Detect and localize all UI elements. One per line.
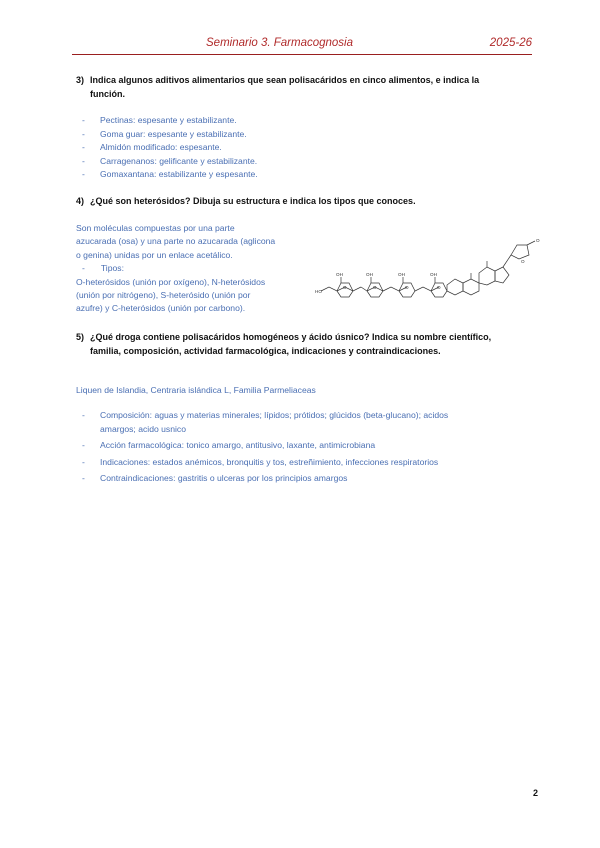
svg-text:OH: OH xyxy=(336,272,343,277)
list-item: - Almidón modificado: espesante. xyxy=(82,142,222,153)
svg-text:O: O xyxy=(437,285,441,290)
list-item: - Goma guar: espesante y estabilizante. xyxy=(82,128,247,139)
question-4-number: 4) xyxy=(76,196,85,206)
page-number: 2 xyxy=(532,788,538,798)
list-item: - Pectinas: espesante y estabilizante. xyxy=(82,115,237,125)
question-3-number: 3) xyxy=(76,75,85,85)
question-4-answer: Son moléculas compuestas por una parte azucarada (osa) y una parte no azucarada (aglicona o genina) unidas por un enlace acetálico. - Tipos: O-heterósidos (unión por oxígeno), N-heterósidos (unión por nitrógeno), S-heterósido (unión por azufre) y C-heterósidos (unión por carbono). xyxy=(76,222,316,316)
question-3-answer-list xyxy=(82,114,258,182)
question-5 xyxy=(76,330,491,358)
question-4 xyxy=(76,194,416,208)
header-divider xyxy=(72,54,532,55)
list-item: - Carragenanos: gelificante y estabilizante. xyxy=(82,155,258,166)
question-3 xyxy=(76,73,479,101)
svg-text:OH: OH xyxy=(366,272,373,277)
question-5-answer-list xyxy=(82,409,532,489)
svg-text:O: O xyxy=(521,259,525,264)
question-5-number: 5) xyxy=(76,332,85,342)
svg-text:O: O xyxy=(343,285,347,290)
question-5-text-line2: familia, composición, actividad farmacológica, indicaciones y contraindicaciones. xyxy=(90,346,441,356)
list-item: - Composición: aguas y materias minerales; lípidos; prótidos; glúcidos (beta-glucano); acidos amargos; acido usnico xyxy=(82,410,449,434)
header-title: Seminario 3. Farmacognosia xyxy=(206,37,354,49)
header-year: 2025-26 xyxy=(489,37,532,49)
list-item: - Gomaxantana: estabilizante y espesante. xyxy=(82,169,258,180)
question-5-answer: Liquen de Islandia, Centraria islándica L, Familia Parmeliaceas xyxy=(76,385,316,395)
question-5-text-line1: ¿Qué droga contiene polisacáridos homogéneos y ácido úsnico? Indica su nombre científico, xyxy=(90,332,492,342)
list-item: - Contraindicaciones: gastritis o ulceras por los principios amargos xyxy=(82,473,348,484)
question-3-text-line2: función. xyxy=(90,89,125,99)
svg-text:O: O xyxy=(373,285,377,290)
svg-text:O: O xyxy=(536,238,540,243)
svg-text:O: O xyxy=(405,285,409,290)
list-item: - Indicaciones: estados anémicos, bronquitis y tos, estreñimiento, infecciones respiratorios xyxy=(82,456,439,467)
question-4-text: ¿Qué son heterósidos? Dibuja su estructura e indica los tipos que conoces. xyxy=(90,196,416,206)
svg-text:OH: OH xyxy=(430,272,437,277)
svg-text:HO: HO xyxy=(315,289,322,294)
page-header xyxy=(72,37,532,51)
tipos-item: - Tipos: xyxy=(82,263,124,274)
heteroside-structure-image xyxy=(315,233,547,305)
question-3-text-line1: Indica algunos aditivos alimentarios que sean polisacáridos en cinco alimentos, e indica la xyxy=(90,75,480,85)
svg-text:OH: OH xyxy=(398,272,405,277)
list-item: - Acción farmacológica: tonico amargo, antitusivo, laxante, antimicrobiana xyxy=(82,440,376,451)
